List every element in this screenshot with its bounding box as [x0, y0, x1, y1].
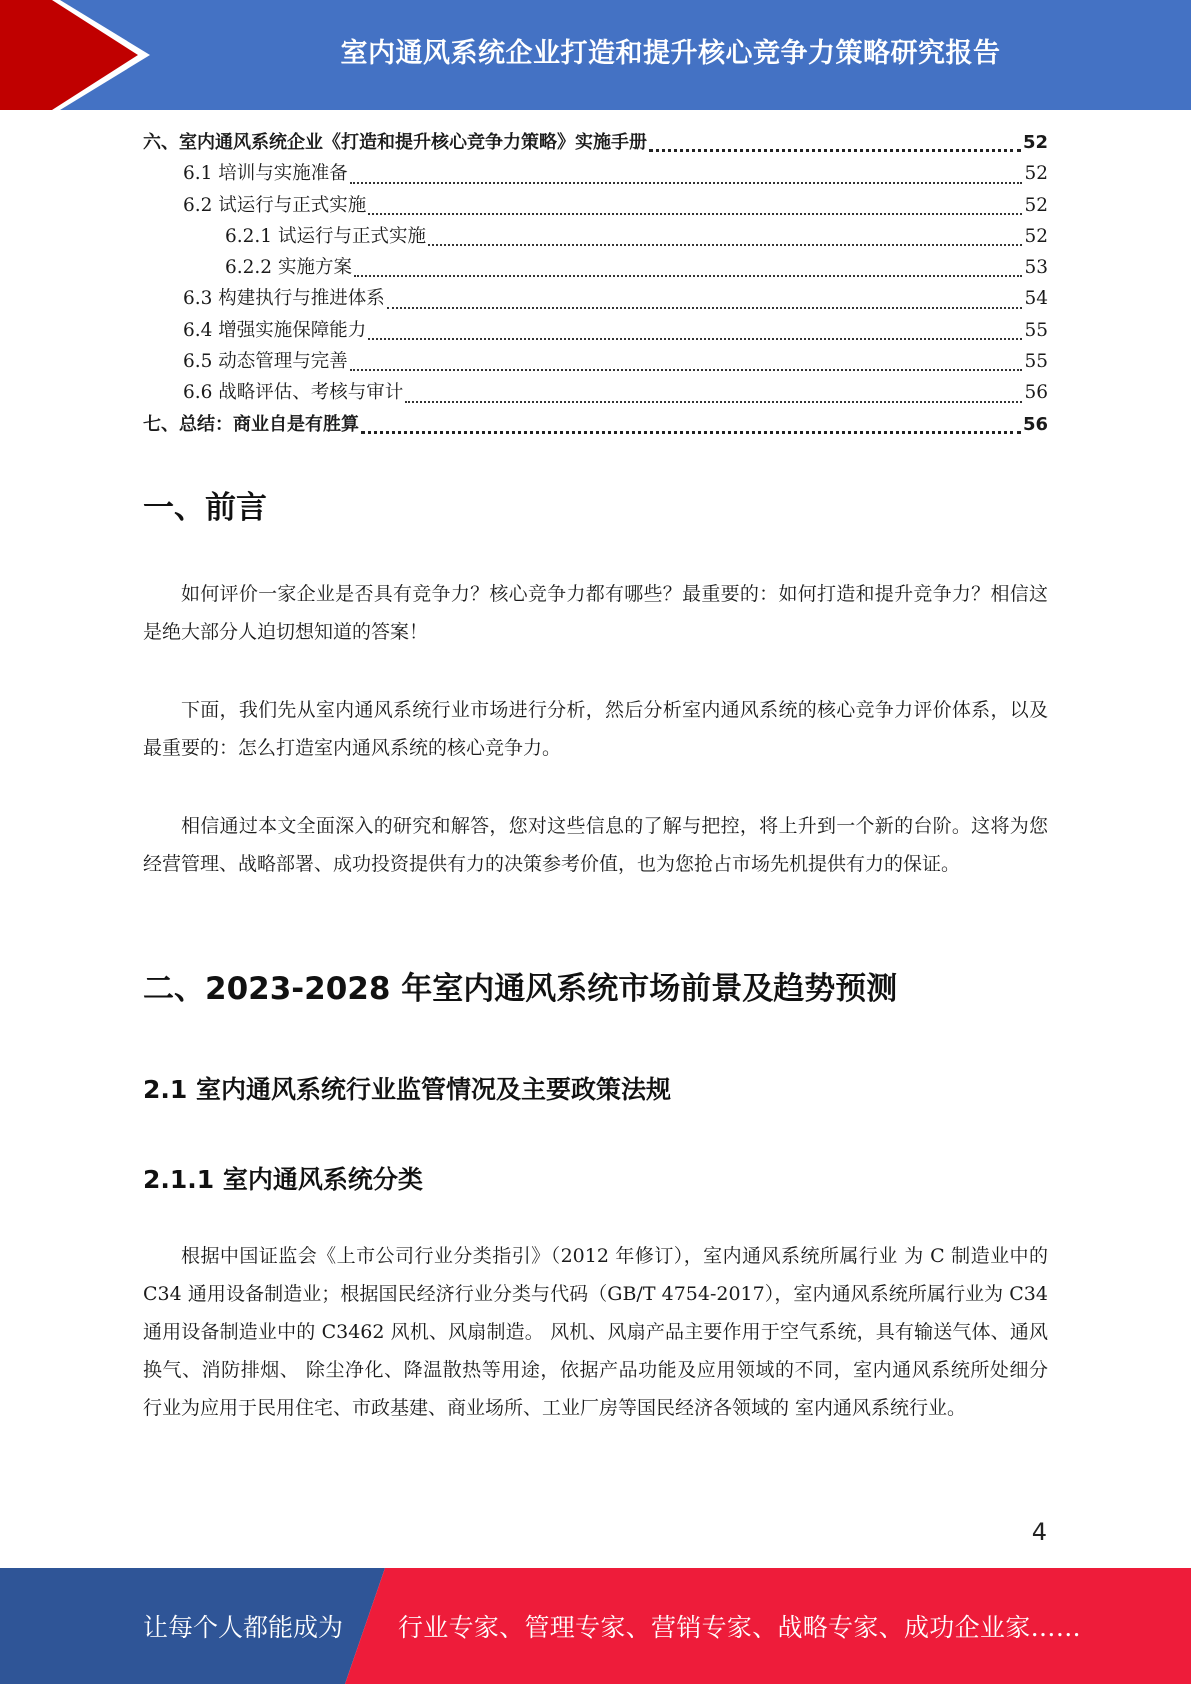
paragraph: 根据中国证监会《上市公司行业分类指引》（2012 年修订），室内通风系统所属行业 为 C 制造业中的 C34 通用设备制造业；根据国民经济行业分类与代码（GB/T 4754-2017），室内通风系统所属行业为 C34 通用设备制造业中的 C3462 风机、风扇制造。 风机、风扇产品主要作用于空气系统，具有输送气体、通风换气、消防排烟、 除尘净化、降温散热等用途，依据产品功能及应用领域的不同，室内通风系统所处细分 行业为应用于民用住宅、市政基建、商业场所、工业厂房等国民经济各领域的 室内通风系统行业。 — [143, 1245, 1048, 1419]
footer-slogan-right: 行业专家、管理专家、营销专家、战略专家、成功企业家…… — [398, 1613, 1082, 1642]
toc-entry-page: 56 — [1024, 382, 1048, 404]
toc-entry[interactable] — [143, 159, 1048, 190]
toc-leader-dots — [387, 307, 1023, 309]
header-title: 室内通风系统企业打造和提升核心竞争力策略研究报告 — [340, 37, 1001, 69]
toc-entry-page: 52 — [1024, 163, 1048, 185]
footer-banner — [0, 1568, 1191, 1684]
toc-entry-label: 6.5 动态管理与完善 — [183, 351, 348, 373]
toc-leader-dots — [354, 275, 1023, 277]
toc-leader-dots — [428, 244, 1022, 246]
paragraph: 下面，我们先从室内通风系统行业市场进行分析，然后分析室内通风系统的核心竞争力评价体系，以及最重要的：怎么打造室内通风系统的核心竞争力。 — [143, 699, 1048, 759]
toc-entry[interactable] — [143, 222, 1048, 253]
toc-entry-page: 52 — [1024, 194, 1048, 216]
page-number: 4 — [1031, 1518, 1047, 1546]
toc-entry[interactable] — [143, 191, 1048, 222]
toc-entry-label: 6.1 培训与实施准备 — [183, 163, 348, 185]
toc-entry-page: 52 — [1022, 132, 1048, 153]
section-heading-preface: 一、前言 — [143, 490, 267, 526]
toc-leader-dots — [405, 401, 1022, 403]
toc-entry-label: 6.3 构建执行与推进体系 — [183, 288, 385, 310]
toc-entry-label: 6.2.2 实施方案 — [225, 257, 352, 279]
toc-entry-page: 52 — [1024, 225, 1048, 247]
toc-entry-label: 6.2.1 试运行与正式实施 — [225, 225, 426, 247]
table-of-contents — [143, 128, 1048, 441]
toc-entry-page: 56 — [1022, 413, 1048, 435]
paragraph: 相信通过本文全面深入的研究和解答，您对这些信息的了解与把控，将上升到一个新的台阶。这将为您经营管理、战略部署、成功投资提供有力的决策参考价值，也为您抢占市场先机提供有力的保证。 — [143, 815, 1048, 875]
section-heading-market: 二、2023-2028 年室内通风系统市场前景及趋势预测 — [143, 971, 898, 1007]
toc-entry[interactable] — [143, 378, 1048, 409]
toc-entry-page: 55 — [1024, 351, 1048, 373]
paragraph: 如何评价一家企业是否具有竞争力？核心竞争力都有哪些？最重要的：如何打造和提升竞争力？相信这是绝大部分人迫切想知道的答案！ — [143, 583, 1048, 643]
toc-entry[interactable] — [143, 284, 1048, 315]
toc-entry-label: 六、室内通风系统企业《打造和提升核心竞争力策略》实施手册 — [143, 132, 647, 153]
toc-entry-label: 6.2 试运行与正式实施 — [183, 194, 367, 216]
toc-entry[interactable] — [143, 347, 1048, 378]
toc-entry-label: 6.4 增强实施保障能力 — [183, 319, 367, 341]
toc-entry-page: 55 — [1024, 319, 1048, 341]
toc-entry-page: 53 — [1024, 257, 1048, 279]
toc-entry-label: 6.6 战略评估、考核与审计 — [183, 382, 404, 404]
toc-leader-dots — [350, 369, 1023, 371]
toc-leader-dots — [649, 149, 1021, 152]
toc-entry[interactable] — [143, 410, 1048, 441]
subsubsection-heading: 2.1.1 室内通风系统分类 — [143, 1165, 423, 1194]
toc-leader-dots — [361, 431, 1021, 434]
subsection-heading: 2.1 室内通风系统行业监管情况及主要政策法规 — [143, 1075, 671, 1104]
toc-entry[interactable] — [143, 128, 1048, 159]
toc-entry-page: 54 — [1024, 288, 1048, 310]
toc-leader-dots — [368, 338, 1022, 340]
toc-leader-dots — [368, 213, 1022, 215]
toc-leader-dots — [350, 182, 1023, 184]
toc-entry-label: 七、总结：商业自是有胜算 — [143, 413, 359, 435]
header-banner — [0, 0, 1191, 110]
footer-slogan-left: 让每个人都能成为 — [143, 1613, 344, 1642]
toc-entry[interactable] — [143, 253, 1048, 284]
toc-entry[interactable] — [143, 316, 1048, 347]
